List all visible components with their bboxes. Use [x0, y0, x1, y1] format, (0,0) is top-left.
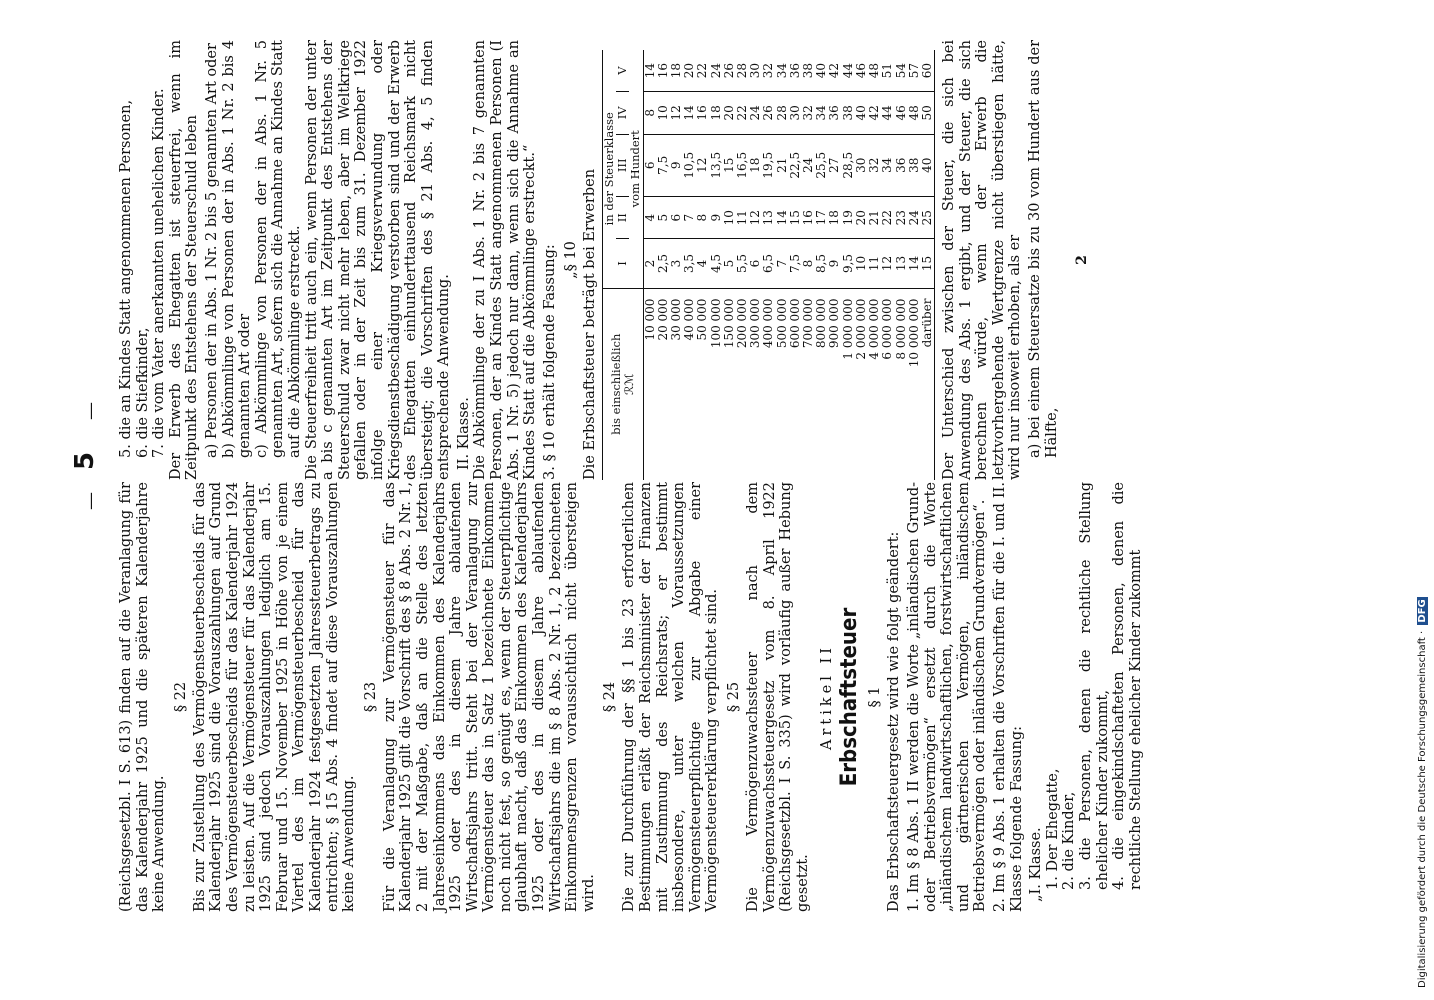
paragraph: 3. § 10 erhält folgende Fassung: [541, 244, 558, 480]
percent-header: vom Hundert [629, 50, 643, 288]
rate-cell: 54 [895, 50, 908, 92]
rate-cell: 32 [868, 134, 881, 196]
rate-cell: 13 [762, 197, 775, 239]
rate-cell: 15 [789, 197, 802, 239]
rate-cell: 25 [921, 197, 935, 239]
rate-cell: 46 [855, 50, 868, 92]
rate-cell: 48 [908, 92, 921, 134]
rate-cell: 36 [828, 92, 841, 134]
rate-cell: 10,5 [683, 134, 696, 196]
rate-cell: 26 [723, 50, 736, 92]
table-row [895, 50, 908, 480]
rate-cell: 19,5 [762, 134, 775, 196]
amount-cell: 10 000 [642, 298, 657, 341]
rate-cell: 8 [802, 239, 815, 288]
rate-cell: 19 [842, 197, 855, 239]
column-group-header: in der Steuerklasse [603, 50, 617, 288]
rate-cell: 18 [749, 134, 762, 196]
rate-cell: 14 [776, 197, 789, 239]
rate-cell: 13,5 [710, 134, 723, 196]
rate-cell: 23 [895, 197, 908, 239]
rate-cell: 16 [696, 92, 709, 134]
rate-cell: 22 [736, 92, 749, 134]
rate-cell: 34 [776, 50, 789, 92]
rate-cell: 40 [855, 92, 868, 134]
table-row [921, 50, 935, 480]
paragraph: Die Vermögenzuwachssteuer nach dem Vermögenzuwachssteuergesetz vom 8. April 1922 (Reichsgesetzbl. I S. 335) wird vorläufig außer Hebung gesetzt. [745, 482, 811, 912]
rate-cell: 7 [776, 239, 789, 288]
rate-cell: 24 [908, 197, 921, 239]
rate-cell: 10 [657, 92, 670, 134]
amount-cell: 6 000 000 [880, 298, 895, 360]
rate-cell: 18 [710, 92, 723, 134]
rate-cell: 36 [895, 134, 908, 196]
rate-cell: 7,5 [657, 134, 670, 196]
rate-cell: 34 [881, 134, 894, 196]
rate-cell: 28 [736, 50, 749, 92]
rate-cell: 44 [881, 92, 894, 134]
list-item: 6. die Stiefkinder, [134, 327, 151, 458]
digitization-credit [1414, 0, 1434, 1000]
amount-cell: 2 000 000 [853, 298, 868, 360]
paragraph: Das Erbschaftsteuergesetz wird wie folgt geändert: [886, 531, 903, 912]
rate-cell: 7,5 [789, 239, 802, 288]
section-heading: § 1 [867, 686, 884, 708]
rate-cell: 14 [643, 50, 657, 92]
paragraph: (Reichsgesetzbl. I S. 613) finden auf die Veranlagung für das Kalenderjahr 1925 und die späteren Kalenderjahre keine Anwendung. [118, 482, 168, 912]
rate-cell: 30 [749, 50, 762, 92]
article-label: Artikel II [819, 644, 836, 750]
section-heading: „§ 10 [563, 241, 580, 279]
rate-cell: 3,5 [683, 239, 696, 288]
class-header: IV [616, 92, 629, 134]
list-item: b) Abkömmlinge von Personen der in Abs. 1 Nr. 2 bis 4 genannten Art oder [220, 40, 254, 458]
list-item: 5. die an Kindes Statt angenommenen Personen, [118, 99, 134, 458]
class-header: III [616, 134, 629, 196]
left-column [118, 482, 1144, 912]
amount-cell: 4 000 000 [867, 298, 882, 360]
paragraph: Bis zur Zustellung des Vermögensteuerbescheids für das Kalenderjahr 1925 sind die Vorauszahlungen auf Grund des Vermögensteuerbescheids für das Kalenderjahr 1924 zu leisten. Auf die Vermögensteuer für das Kalenderjahr 1925 sind jedoch Vorauszahlungen lediglich am 15. Februar und 15. November 1925 in Höhe von je einem Viertel des im Vermögensteuerbescheid für das Kalenderjahr 1924 festgesetzten Jahressteuerbetrags zu entrichten; § 15 Abs. 4 findet auf diese Vorauszahlungen keine Anwendung. [191, 482, 358, 912]
rate-cell: 8 [643, 92, 657, 134]
paragraph: Für die Veranlagung zur Vermögensteuer für das Kalenderjahr 1925 gilt die Vorschrift des § 8 Abs. 2 Nr. 1, 2 mit der Maßgabe, daß an die Stelle des letzten Jahreseinkommens das Einkommen des Kalenderjahrs 1925 oder des in diesem Jahre ablaufenden Wirtschaftsjahrs tritt. Steht bei der Veranlagung zur Vermögensteuer das in Satz 1 bezeichnete Einkommen noch nicht fest, so genügt es, wenn der Steuerpflichtige glaubhaft macht, daß das Einkommen des Kalenderjahrs 1925 oder des in diesem Jahre ablaufenden Wirtschaftsjahrs die im § 8 Abs. 2 Nr. 1, 2 bezeichneten Einkommensgrenzen voraussichtlich nicht übersteigen wird. [381, 482, 597, 912]
table-row [762, 50, 775, 480]
rate-cell: 6 [643, 134, 657, 196]
tax-table-body [643, 50, 934, 480]
amount-cell: 500 000 [774, 298, 789, 349]
class-header: I [616, 239, 629, 288]
section-heading: § 24 [602, 681, 619, 713]
rate-cell: 6,5 [762, 239, 775, 288]
paragraph: Der Unterschied zwischen der Steuer, die sich bei Anwendung des Abs. 1 ergibt, und der Steuer, die sich berechnen würde, wenn der Erwerb die letztvorhergehende Wertgrenze nicht überstiegen hätte, wird nur insoweit erhoben, als er [941, 40, 1024, 480]
rate-cell: 9,5 [842, 239, 855, 288]
rate-cell: 32 [762, 50, 775, 92]
amount-cell: 8 000 000 [893, 298, 908, 360]
rate-cell: 9 [828, 239, 841, 288]
rate-cell: 24 [749, 92, 762, 134]
table-row [643, 50, 657, 480]
rate-cell: 3 [670, 239, 683, 288]
list-item: 1. Der Ehegatte, [1044, 768, 1061, 890]
amount-cell: 700 000 [801, 298, 816, 349]
rate-cell: 5,5 [736, 239, 749, 288]
rate-cell: 32 [802, 92, 815, 134]
rate-cell: 16,5 [736, 134, 749, 196]
rate-cell: 40 [921, 134, 935, 196]
amount-unit: ℛℳ [621, 373, 636, 396]
section-heading: § 23 [362, 681, 379, 713]
list-item: 7. die vom Vater anerkannten unehelichen Kinder. [151, 88, 168, 458]
rate-cell: 36 [789, 50, 802, 92]
rate-cell: 12 [749, 197, 762, 239]
rate-cell: 16 [657, 50, 670, 92]
paragraph: Die Abkömmlinge der zu I Abs. 1 Nr. 2 bis 7 genannten Personen, der an Kindes Statt angenommenen Personen (I Abs. 1 Nr. 5) jedoch nur dann, wenn sich die Annahme an Kindes Statt auf die Abkömmlinge erstreckt.“ [472, 40, 539, 480]
table-row [881, 50, 894, 480]
right-column [118, 40, 1104, 480]
amount-cell: 30 000 [669, 298, 684, 341]
rate-cell: 57 [908, 50, 921, 92]
rate-cell: 4 [696, 239, 709, 288]
rate-cell: 22 [881, 197, 894, 239]
class-header: V [616, 50, 629, 92]
credit-text: Digitalisierung gefördert durch die Deutsche Forschungsgemeinschaft · [1417, 630, 1428, 988]
rate-cell: 14 [908, 239, 921, 288]
rate-cell: 38 [802, 50, 815, 92]
signature-mark: 2 [1074, 255, 1091, 265]
rate-cell: 42 [868, 92, 881, 134]
paragraph: 2. Im § 9 Abs. 1 erhalten die Vorschriften für die I. und II. Klasse folgende Fassung: [991, 482, 1025, 912]
rate-cell: 30 [855, 134, 868, 196]
rate-cell: 6 [670, 197, 683, 239]
amount-cell: 100 000 [708, 298, 723, 349]
column-header-amount [603, 288, 644, 480]
amount-cell: darüber [921, 288, 935, 480]
rate-cell: 15 [723, 134, 736, 196]
rate-cell: 6 [749, 239, 762, 288]
section-heading: § 22 [172, 681, 189, 713]
rate-cell: 10 [855, 239, 868, 288]
rate-cell: 38 [908, 134, 921, 196]
list-item: a) bei einem Steuersatze bis zu 30 vom Hundert aus der Hälfte, [1027, 40, 1060, 458]
amount-cell: 1 000 000 [840, 298, 855, 360]
rate-cell: 15 [921, 239, 935, 288]
rate-cell: 4 [643, 197, 657, 239]
class-heading: „I. Klasse. [1028, 827, 1045, 902]
paragraph: Die Erbschaftsteuer beträgt bei Erwerben [582, 168, 599, 480]
table-row [710, 50, 723, 480]
rate-cell: 2,5 [657, 239, 670, 288]
rate-cell: 18 [828, 197, 841, 239]
rate-cell: 21 [776, 134, 789, 196]
rate-cell: 10 [723, 197, 736, 239]
rate-cell: 51 [881, 50, 894, 92]
table-row [828, 50, 841, 480]
rate-cell: 17 [815, 197, 828, 239]
list-item: 3. die Personen, denen die rechtliche Stellung ehelicher Kinder zukommt, [1077, 482, 1111, 890]
rate-cell: 30 [789, 92, 802, 134]
rate-cell: 28 [776, 92, 789, 134]
rate-cell: 40 [815, 50, 828, 92]
class-header: II [616, 197, 629, 239]
table-row [908, 50, 921, 480]
list-item: 2. die Kinder, [1061, 791, 1078, 890]
table-row [776, 50, 789, 480]
header-dash-left: — [80, 492, 101, 510]
rate-cell: 8,5 [815, 239, 828, 288]
rate-cell: 34 [815, 92, 828, 134]
page-number: 5 [70, 451, 100, 470]
amount-cell: 40 000 [682, 298, 697, 341]
rate-cell: 26 [762, 92, 775, 134]
rate-cell: 9 [710, 197, 723, 239]
rate-cell: 5 [723, 239, 736, 288]
rate-cell: 21 [868, 197, 881, 239]
rate-cell: 27 [828, 134, 841, 196]
page-header [70, 40, 106, 940]
rate-cell: 4,5 [710, 239, 723, 288]
rate-cell: 28,5 [842, 134, 855, 196]
rate-cell: 22,5 [789, 134, 802, 196]
amount-cell: 200 000 [735, 298, 750, 349]
rate-cell: 42 [828, 50, 841, 92]
amount-cell: 300 000 [748, 298, 763, 349]
header-dash-right: — [80, 402, 101, 420]
rate-cell: 2 [643, 239, 657, 288]
rate-cell: 20 [683, 50, 696, 92]
rate-cell: 11 [868, 239, 881, 288]
table-row [696, 50, 709, 480]
rate-cell: 12 [696, 134, 709, 196]
amount-cell: 800 000 [814, 298, 829, 349]
amount-cell: 900 000 [827, 298, 842, 349]
rate-cell: 14 [683, 92, 696, 134]
amount-cell: 20 000 [655, 298, 670, 341]
article-title: Erbschaftsteuer [837, 607, 863, 787]
paragraph: Die zur Durchführung der §§ 1 bis 23 erforderlichen Bestimmungen erläßt der Reichsminister der Finanzen mit Zustimmung des Reichsrats; er bestimmt insbesondere, unter welchen Voraussetzungen Vermögensteuerpflichtige zur Abgabe einer Vermögensteuererklärung verpflichtet sind. [621, 482, 721, 912]
amount-cell: 400 000 [761, 298, 776, 349]
amount-cell: 50 000 [695, 298, 710, 341]
table-row [842, 50, 855, 480]
rate-cell: 13 [895, 239, 908, 288]
section-heading: § 25 [726, 681, 742, 713]
rate-cell: 12 [881, 239, 894, 288]
rate-cell: 12 [670, 92, 683, 134]
rate-cell: 16 [802, 197, 815, 239]
rate-cell: 20 [723, 92, 736, 134]
rate-cell: 11 [736, 197, 749, 239]
rate-cell: 20 [855, 197, 868, 239]
amount-cell: 600 000 [787, 298, 802, 349]
rate-cell: 18 [670, 50, 683, 92]
class-heading: II. Klasse. [455, 397, 472, 470]
rate-cell: 50 [921, 92, 935, 134]
list-item: c) Abkömmlinge von Personen der in Abs. 1 Nr. 5 genannten Art, sofern sich die Annahme an Kindes Statt auf die Abkömmlinge erstreckt. [253, 40, 303, 458]
paragraph: Die Steuerfreiheit tritt auch ein, wenn Personen der unter a bis c genannten Art im Zeitpunkt des Entstehens der Steuerschuld zwar nicht mehr leben, aber im Weltkriege gefallen oder in der Zeit bis zum 31. Dezember 1922 infolge einer Kriegsverwundung oder Kriegsdienstbeschädigung verstorben sind und der Erwerb des Ehegatten einhunderttausend Reichsmark nicht übersteigt; die Vorschriften des § 21 Abs. 4, 5 finden entsprechende Anwendung. [303, 40, 453, 480]
rate-cell: 24 [802, 134, 815, 196]
rate-cell: 5 [657, 197, 670, 239]
rate-cell: 60 [921, 50, 935, 92]
paragraph: Der Erwerb des Ehegatten ist steuerfrei, wenn im Zeitpunkt des Entstehens der Steuerschuld leben [167, 40, 201, 480]
rate-cell: 46 [895, 92, 908, 134]
rate-cell: 24 [710, 50, 723, 92]
list-item: a) Personen der in Abs. 1 Nr. 2 bis 5 genannten Art oder [203, 43, 220, 458]
list-item: 4. die eingekindschafteten Personen, denen die rechtliche Stellung ehelicher Kinder zukommt [1111, 482, 1144, 890]
amount-header-label: bis einschließlich [608, 333, 623, 435]
dfg-logo: DFG [1417, 599, 1428, 623]
rate-cell: 8 [696, 197, 709, 239]
paragraph: 1. Im § 8 Abs. 1 II werden die Worte „inländischen Grund- oder Betriebsvermögen“ ersetzt durch die Worte „inländischem landwirtschaftlichen, forstwirtschaftlichen und gärtnerischen Vermögen, inländischem Betriebsvermögen oder inländischem Grundvermögen“. [905, 482, 989, 912]
rate-cell: 9 [670, 134, 683, 196]
rate-cell: 48 [868, 50, 881, 92]
rate-cell: 38 [842, 92, 855, 134]
amount-cell: 150 000 [721, 298, 736, 349]
rate-cell: 25,5 [815, 134, 828, 196]
rate-cell: 22 [696, 50, 709, 92]
tax-rate-table [602, 50, 935, 480]
amount-cell: 10 000 000 [906, 298, 921, 368]
rate-cell: 7 [683, 197, 696, 239]
rate-cell: 44 [842, 50, 855, 92]
